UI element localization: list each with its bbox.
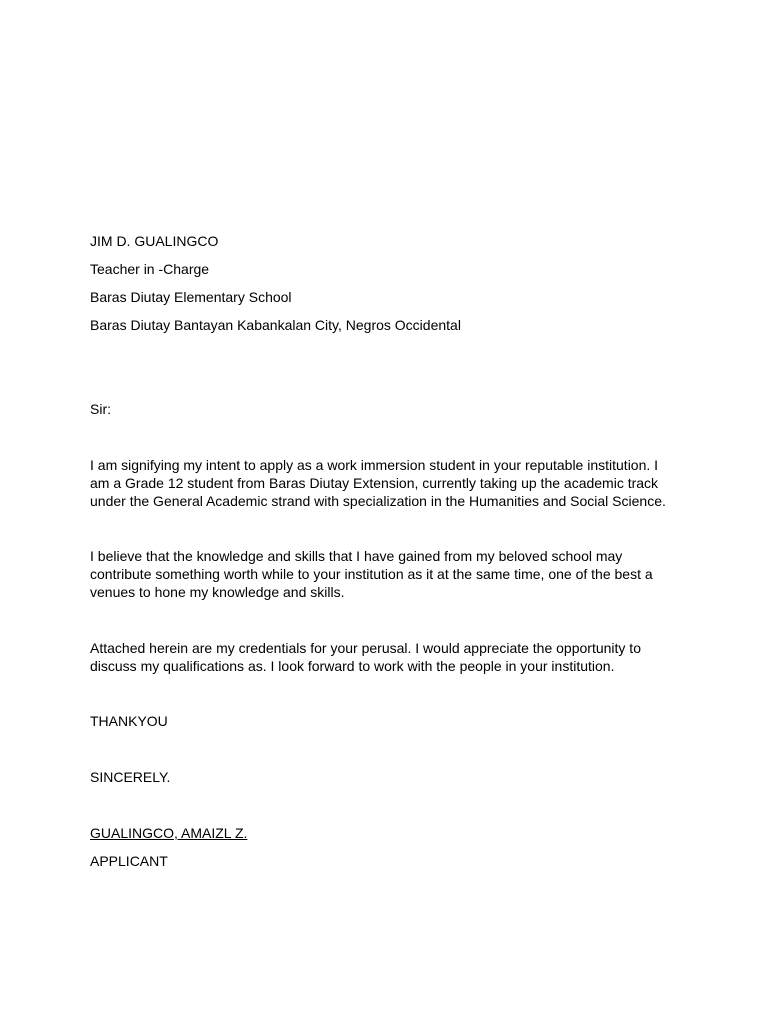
recipient-school: Baras Diutay Elementary School	[90, 289, 292, 305]
recipient-address: Baras Diutay Bantayan Kabankalan City, Negros Occidental	[90, 317, 461, 333]
body-paragraph-3: Attached herein are my credentials for your perusal. I would appreciate the opportunity to discuss my qualifications as. I look forward to work with the people in your institution.	[90, 640, 641, 674]
closing-thanks: THANKYOU	[90, 713, 168, 729]
body-paragraph-2: I believe that the knowledge and skills that I have gained from my beloved school may contribute something worth while to your institution as it at the same time, one of the best a venues to hone my knowledge and skills.	[90, 548, 653, 600]
body-paragraph-1: I am signifying my intent to apply as a work immersion student in your reputable institution. I am a Grade 12 student from Baras Diutay Extension, currently taking up the academic track under the General Academic strand with specialization in the Humanities and Social Science.	[90, 457, 666, 509]
signature-block	[90, 824, 680, 880]
recipient-block	[90, 232, 680, 344]
recipient-title: Teacher in -Charge	[90, 261, 210, 277]
closing-sign-off: SINCERELY.	[90, 769, 171, 785]
salutation: Sir:	[90, 401, 111, 417]
signature-name: GUALINGCO, AMAIZL Z.	[90, 825, 248, 841]
signature-role: APPLICANT	[90, 853, 168, 869]
recipient-name: JIM D. GUALINGCO	[90, 233, 219, 249]
